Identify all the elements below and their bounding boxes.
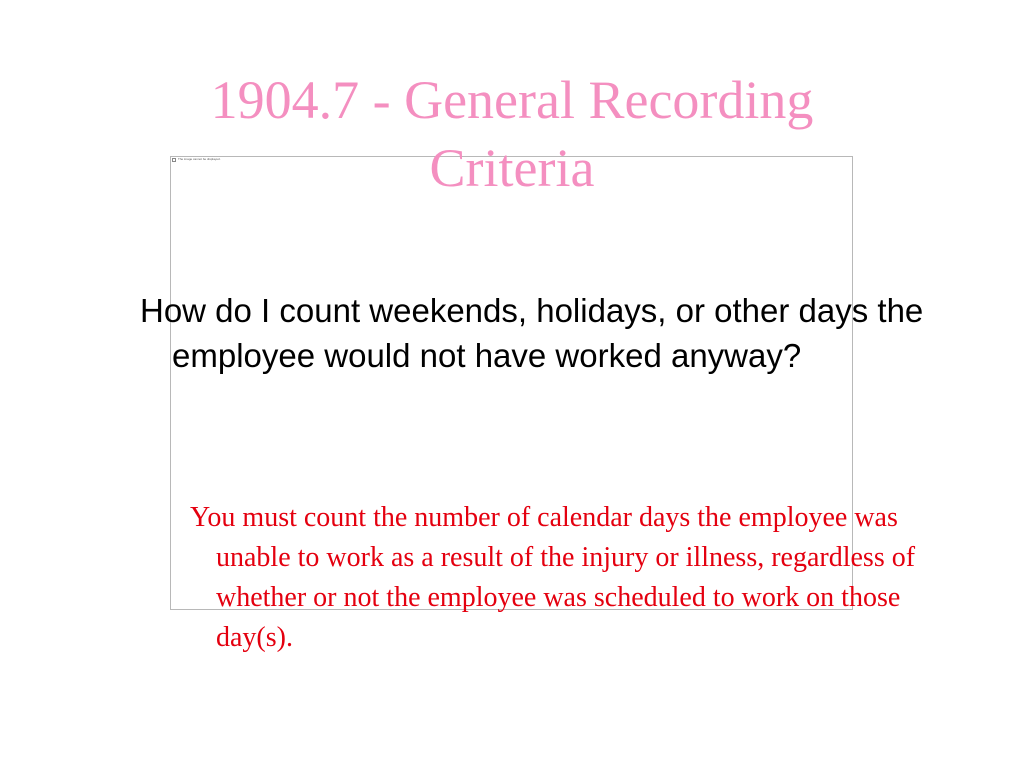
question-text: How do I count weekends, holidays, or other days the employee would not have worked anyway? bbox=[140, 292, 924, 374]
slide-title-line-2: Criteria bbox=[429, 138, 595, 198]
answer-text: You must count the number of calendar days the employee was unable to work as a result of the injury or illness, regardless of whether or not the employee was scheduled to work on those day(s). bbox=[190, 502, 916, 653]
image-placeholder-text: The image cannot be displayed. bbox=[178, 157, 221, 161]
slide-title-line-1: 1904.7 - General Recording bbox=[210, 70, 814, 130]
slide-title bbox=[60, 66, 964, 202]
